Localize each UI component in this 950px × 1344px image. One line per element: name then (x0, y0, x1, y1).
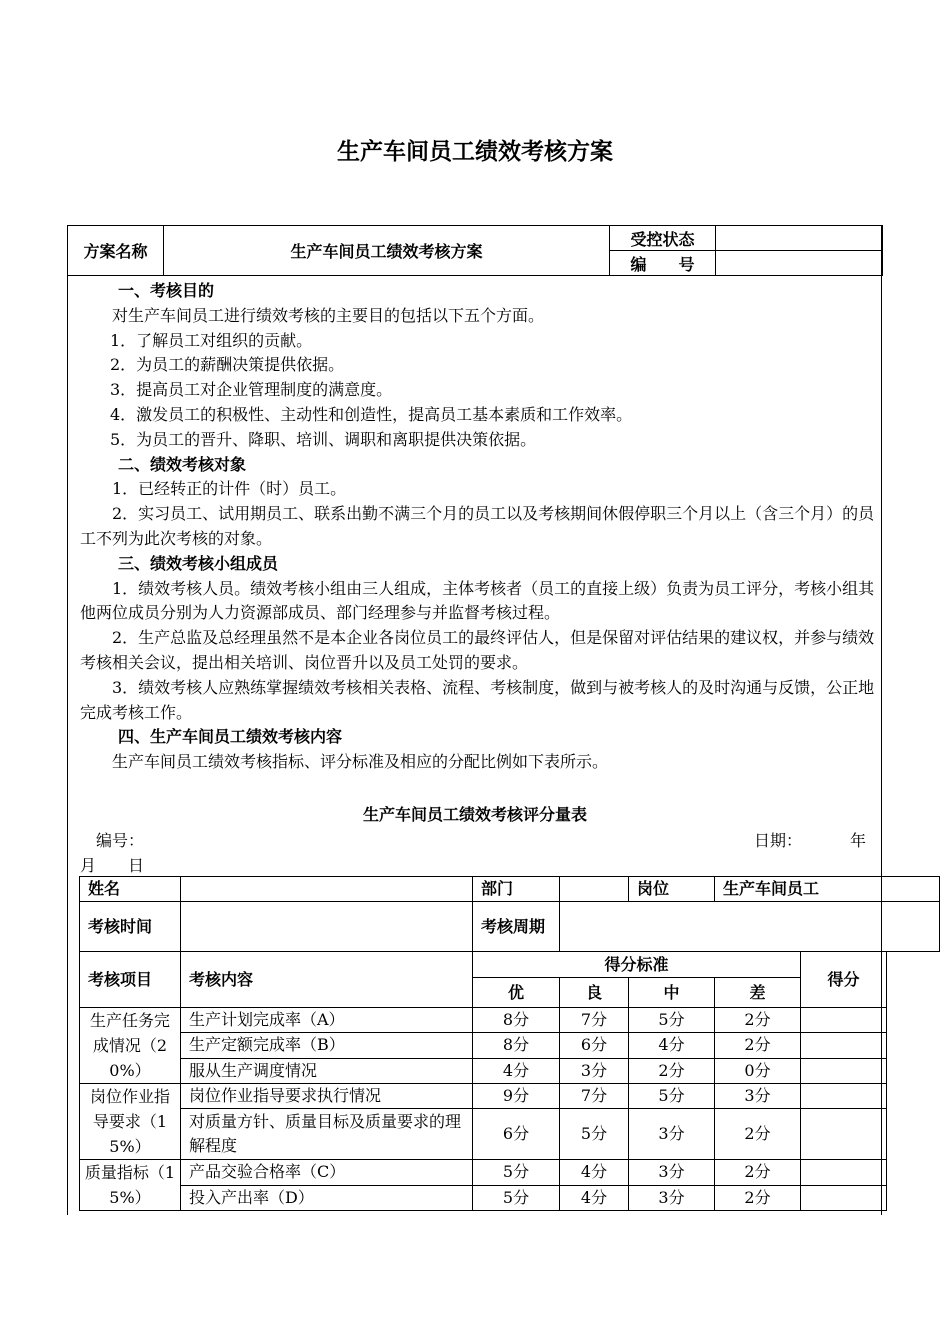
score-cell: 3分 (560, 1058, 629, 1083)
plan-name-value: 生产车间员工绩效考核方案 (164, 226, 610, 276)
document-title: 生产车间员工绩效考核方案 (337, 139, 613, 165)
score-cell: 8分 (473, 1008, 560, 1033)
score-cell: 5分 (560, 1109, 629, 1160)
score-cell: 4分 (560, 1185, 629, 1211)
section-3-para: 3．绩效考核人应熟练掌握绩效考核相关表格、流程、考核制度，做到与被考核人的及时沟通与反馈，公正地完成考核工作。 (80, 677, 875, 722)
table-row (80, 1160, 940, 1186)
dept-label: 部门 (473, 877, 560, 902)
year-label: 年 (850, 831, 867, 850)
table-row (80, 1058, 940, 1083)
time-label: 考核时间 (80, 902, 181, 952)
number-label: 编 号 (610, 251, 716, 276)
section-3-para: 1．绩效考核人员。绩效考核小组由三人组成，主体考核者（员工的直接上级）负责为员工评分，考核小组其他两位成员分别为人力资源部成员、部门经理参与并监督考核过程。 (80, 578, 875, 623)
score-cell: 5分 (473, 1185, 560, 1211)
date-label: 日期： (754, 831, 803, 850)
period-field[interactable] (560, 902, 940, 952)
score-input[interactable] (801, 1084, 887, 1109)
section-4-heading: 四、生产车间员工绩效考核内容 (118, 727, 343, 747)
score-cell: 2分 (715, 1109, 801, 1160)
content-cell: 岗位作业指导要求执行情况 (181, 1084, 473, 1109)
content-cell: 服从生产调度情况 (181, 1058, 473, 1083)
section-1-item: 1．了解员工对组织的贡献。 (110, 330, 313, 350)
score-cell: 6分 (473, 1109, 560, 1160)
form-number-label: 编号： (96, 831, 145, 850)
section-1-item: 3．提高员工对企业管理制度的满意度。 (110, 380, 393, 400)
time-field[interactable] (181, 902, 473, 952)
score-input[interactable] (801, 1109, 887, 1160)
score-input[interactable] (801, 1008, 887, 1033)
plan-body (80, 279, 875, 775)
score-cell: 5分 (473, 1160, 560, 1186)
content-cell: 投入产出率（D） (181, 1185, 473, 1211)
section-1-item: 4．激发员工的积极性、主动性和创造性，提高员工基本素质和工作效率。 (110, 404, 633, 424)
score-cell: 2分 (629, 1058, 715, 1083)
section-1-intro: 对生产车间员工进行绩效考核的主要目的包括以下五个方面。 (112, 305, 545, 325)
score-input[interactable] (801, 1058, 887, 1083)
section-2-heading: 二、绩效考核对象 (118, 454, 247, 474)
score-cell: 5分 (629, 1008, 715, 1033)
score-cell: 4分 (629, 1033, 715, 1058)
month-day-label: 月 日 (80, 856, 145, 875)
score-cell: 2分 (715, 1185, 801, 1211)
grade-medium: 中 (629, 978, 715, 1008)
plan-name-label: 方案名称 (68, 226, 164, 276)
score-cell: 7分 (560, 1084, 629, 1109)
dept-field[interactable] (560, 877, 629, 902)
score-cell: 2分 (715, 1033, 801, 1058)
score-cell: 7分 (560, 1008, 629, 1033)
content-cell: 对质量方针、质量目标及质量要求的理解程度 (181, 1109, 473, 1160)
score-table-title: 生产车间员工绩效考核评分量表 (362, 805, 587, 824)
grade-good: 良 (560, 978, 629, 1008)
table-row (80, 1185, 940, 1211)
score-cell: 0分 (715, 1058, 801, 1083)
content-cell: 生产定额完成率（B） (181, 1033, 473, 1058)
score-table (79, 876, 940, 1211)
section-2-para: 1．已经转正的计件（时）员工。 (112, 479, 347, 499)
content-cell: 生产计划完成率（A） (181, 1008, 473, 1033)
score-header: 得分 (801, 952, 887, 1008)
score-cell: 3分 (629, 1160, 715, 1186)
post-label: 岗位 (629, 877, 715, 902)
name-field[interactable] (181, 877, 473, 902)
name-label: 姓名 (80, 877, 181, 902)
score-cell: 6分 (560, 1033, 629, 1058)
score-cell: 3分 (715, 1084, 801, 1109)
score-cell: 3分 (629, 1185, 715, 1211)
score-cell: 3分 (629, 1109, 715, 1160)
score-cell: 5分 (629, 1084, 715, 1109)
section-3-heading: 三、绩效考核小组成员 (118, 553, 279, 573)
item-cell: 生产任务完成情况（20%） (80, 1008, 181, 1084)
section-1-item: 5．为员工的晋升、降职、培训、调职和离职提供决策依据。 (110, 429, 537, 449)
score-cell: 2分 (715, 1008, 801, 1033)
score-cell: 8分 (473, 1033, 560, 1058)
section-3-para: 2．生产总监及总经理虽然不是本企业各岗位员工的最终评估人，但是保留对评估结果的建议权，并参与绩效考核相关会议，提出相关培训、岗位晋升以及员工处罚的要求。 (80, 628, 875, 672)
section-2-para: 2．实习员工、试用期员工、联系出勤不满三个月的员工以及考核期间休假停职三个月以上（含三个月）的员工不列为此次考核的对象。 (80, 504, 875, 548)
standard-header: 得分标准 (473, 952, 801, 978)
section-1-heading: 一、考核目的 (118, 281, 215, 300)
item-header: 考核项目 (80, 952, 181, 1008)
table-row (80, 1109, 940, 1160)
score-input[interactable] (801, 1033, 887, 1058)
section-4-para: 生产车间员工绩效考核指标、评分标准及相应的分配比例如下表所示。 (112, 752, 609, 772)
control-status-label: 受控状态 (610, 226, 716, 251)
plan-header-table (67, 225, 883, 276)
number-value[interactable] (716, 251, 883, 276)
score-cell: 4分 (560, 1160, 629, 1186)
content-header: 考核内容 (181, 952, 473, 1008)
table-row (80, 1008, 940, 1033)
score-cell: 4分 (473, 1058, 560, 1083)
period-label: 考核周期 (473, 902, 560, 952)
table-row (80, 1084, 940, 1109)
item-cell: 岗位作业指导要求（15%） (80, 1084, 181, 1160)
score-input[interactable] (801, 1160, 887, 1186)
section-1-item: 2．为员工的薪酬决策提供依据。 (110, 355, 345, 375)
control-status-value[interactable] (716, 226, 883, 251)
score-cell: 2分 (715, 1160, 801, 1186)
grade-excellent: 优 (473, 978, 560, 1008)
item-cell: 质量指标（15%） (80, 1160, 181, 1211)
score-cell: 9分 (473, 1084, 560, 1109)
grade-poor: 差 (715, 978, 801, 1008)
table-row (80, 1033, 940, 1058)
post-value: 生产车间员工 (715, 877, 940, 902)
score-input[interactable] (801, 1185, 887, 1211)
content-cell: 产品交验合格率（C） (181, 1160, 473, 1186)
